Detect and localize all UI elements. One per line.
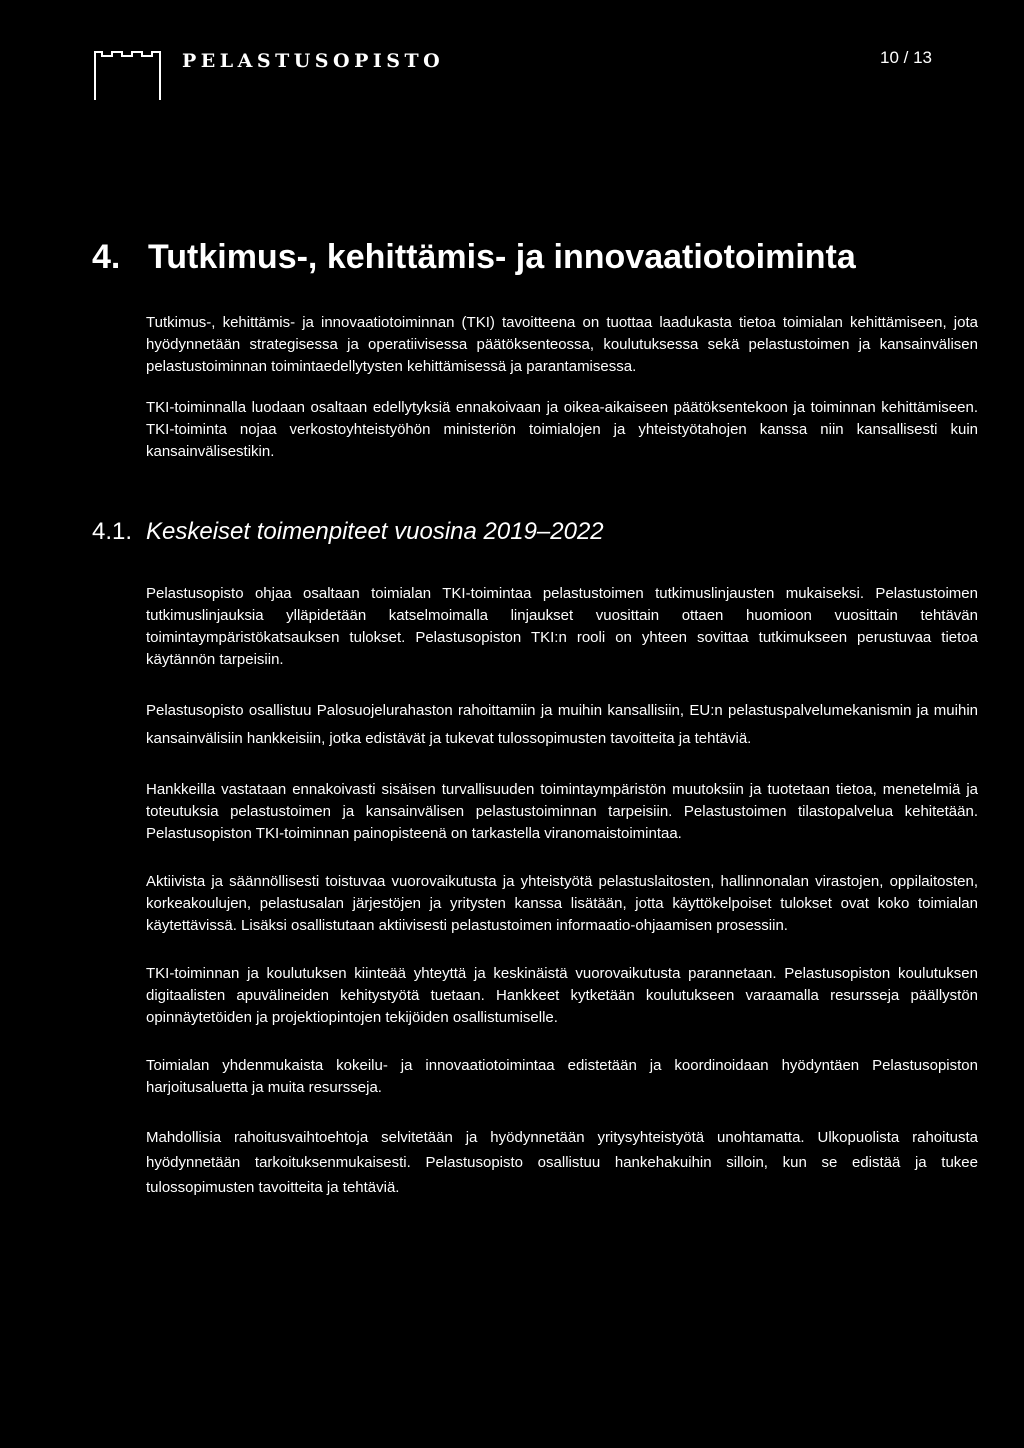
paragraph: TKI-toiminnan ja koulutuksen kiinteää yhteyttä ja keskinäistä vuorovaikutusta parannetaan. Pelastusopiston koulutuksen digitaalisten apuvälineiden kehitystyötä tuetaan. Hankkeet kytketään koulutukseen varaamalla resursseja päällystön opinnäytetöiden ja projektiopintojen tekijöiden osallistumiselle. [146,965,978,1026]
paragraph: Mahdollisia rahoitusvaihtoehtoja selvitetään ja hyödynnetään yritysyhteistyötä unohtamatta. Ulkopuolista rahoitusta hyödynnetään tarkoituksenmukaisesti. Pelastusopisto osallistuu hankehakuihin silloin, kun se edistää ja tukee tulossopimusten tavoitteita ja tehtäviä. [146,1129,978,1196]
paragraph: Toimialan yhdenmukaista kokeilu- ja innovaatiotoimintaa edistetään ja koordinoidaan hyödyntäen Pelastusopiston harjoitusaluetta ja muita resursseja. [146,1057,978,1096]
body-text [146,583,978,1200]
section-number: 4. [92,238,121,276]
page-header [92,38,932,108]
paragraph: Pelastusopisto ohjaa osaltaan toimialan TKI-toimintaa pelastustoimen tutkimuslinjausten mukaiseksi. Pelastustoimen tutkimuslinjauksia ylläpidetään katselmoimalla linjaukset vuosittain ottaen huomioon vuosittain tehtävän toimintaympäristökatsauksen tulokset. Pelastusopiston TKI:n rooli on yhteen sovittaa tutkimukseen perustuvaa tietoa käytännön tarpeisiin. [146,585,978,668]
page-number: 10 / 13 [880,48,932,67]
logo-wordmark: PELASTUSOPISTO [182,50,445,72]
paragraph: Pelastusopisto osallistuu Palosuojelurahaston rahoittamiin ja muihin kansallisiin, EU:n pelastuspalvelumekanismin ja muihin kansainvälisiin hankkeisiin, jotka edistävät ja tukevat tulossopimusten tavoitteita ja tehtäviä. [146,702,978,747]
paragraph: Tutkimus-, kehittämis- ja innovaatiotoiminnan (TKI) tavoitteena on tuottaa laadukasta tietoa toimialan kehittämiseen, jota hyödynnetään strategisessa ja operatiivisessa päätöksenteossa, koulutuksessa sekä pelastustoimen ja kansainvälisen pelastustoiminnan toimintaedellytysten kehittämisessä ja parantamisessa. [146,314,978,375]
paragraph: Hankkeilla vastataan ennakoivasti sisäisen turvallisuuden toimintaympäristön muutoksiin ja tuotetaan tietoa, menetelmiä ja toteutuksia pelastustoimen ja kansainvälisen pelastustoiminnan tarpeisiin. Pelastustoimen tilastopalvelua kehitetään. Pelastusopiston TKI-toiminnan painopisteenä on tarkastella viranomaistoimintaa. [146,781,978,842]
castle-logo-icon [92,38,164,102]
section-heading [92,238,856,277]
section-title: Tutkimus-, kehittämis- ja innovaatiotoiminta [148,238,856,276]
subsection-heading [92,518,604,546]
subsection-number: 4.1. [92,518,133,545]
intro-text [146,312,978,463]
paragraph: TKI-toiminnalla luodaan osaltaan edellytyksiä ennakoivaan ja oikea-aikaiseen päätöksentekoon ja toiminnan kehittämiseen. TKI-toiminta nojaa verkostoyhteistyöhön ministeriön toimialojen ja yhteistyötahojen kanssa niin kansallisesti kuin kansainvälisestikin. [146,399,978,460]
subsection-title: Keskeiset toimenpiteet vuosina 2019–2022 [146,518,604,545]
paragraph: Aktiivista ja säännöllisesti toistuvaa vuorovaikutusta ja yhteistyötä pelastuslaitosten, hallinnonalan virastojen, oppilaitosten, korkeakoulujen, pelastusalan järjestöjen ja yritysten kanssa lisätään, jotta käyttökelpoiset tulokset ovat koko toimialan käytettävissä. Lisäksi osallistutaan aktiivisesti pelastustoimen informaatio-ohjaamisen prosessiin. [146,873,978,934]
